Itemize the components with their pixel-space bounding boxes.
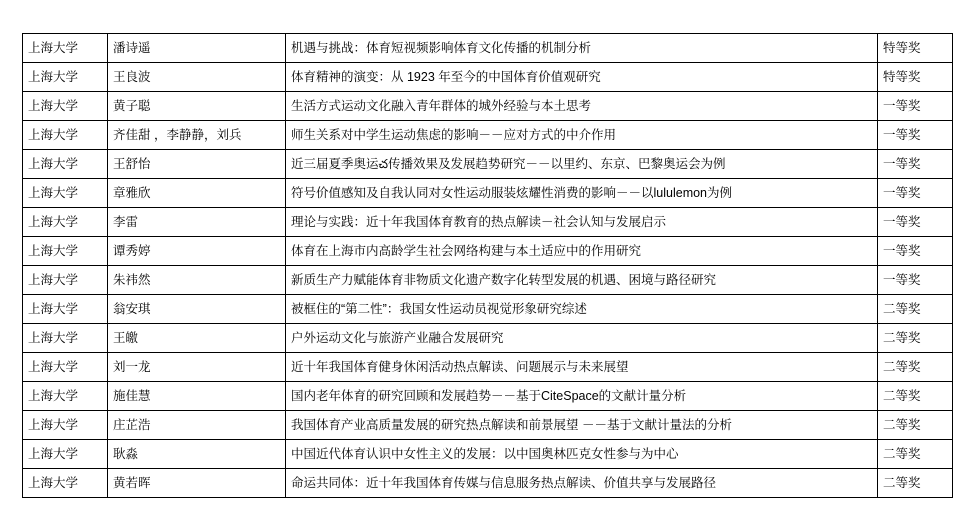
- cell-award: 二等奖: [878, 382, 953, 411]
- cell-award: 一等奖: [878, 121, 953, 150]
- cell-award: 一等奖: [878, 266, 953, 295]
- cell-award: 二等奖: [878, 411, 953, 440]
- cell-author: 潘诗遥: [108, 34, 286, 63]
- cell-author: 谭秀婷: [108, 237, 286, 266]
- cell-author: 王皦: [108, 324, 286, 353]
- cell-author: 王舒怡: [108, 150, 286, 179]
- table-row: [23, 411, 953, 440]
- cell-author: 施佳慧: [108, 382, 286, 411]
- cell-award: 二等奖: [878, 440, 953, 469]
- table-row: [23, 382, 953, 411]
- award-table-body: [23, 34, 953, 498]
- cell-title: 我国体育产业高质量发展的研究热点解读和前景展望 －－基于文献计量法的分析: [286, 411, 878, 440]
- cell-award: 特等奖: [878, 34, 953, 63]
- cell-award: 二等奖: [878, 353, 953, 382]
- cell-title: 理论与实践：近十年我国体育教育的热点解读－社会认知与发展启示: [286, 208, 878, 237]
- cell-award: 一等奖: [878, 208, 953, 237]
- cell-school: 上海大学: [23, 92, 108, 121]
- cell-author: 刘一龙: [108, 353, 286, 382]
- cell-title: 近三届夏季奥运చ传播效果及发展趋势研究－－以里约、东京、巴黎奥运会为例: [286, 150, 878, 179]
- table-row: [23, 92, 953, 121]
- cell-school: 上海大学: [23, 63, 108, 92]
- cell-award: 一等奖: [878, 237, 953, 266]
- cell-title: 户外运动文化与旅游产业融合发展研究: [286, 324, 878, 353]
- cell-title: 中国近代体育认识中女性主义的发展：以中国奥林匹克女性参与为中心: [286, 440, 878, 469]
- cell-award: 一等奖: [878, 150, 953, 179]
- cell-author: 翁安琪: [108, 295, 286, 324]
- cell-school: 上海大学: [23, 266, 108, 295]
- cell-author: 王良波: [108, 63, 286, 92]
- cell-author: 朱祎然: [108, 266, 286, 295]
- cell-title: 国内老年体育的研究回顾和发展趋势－－基于CiteSpace的文献计量分析: [286, 382, 878, 411]
- cell-title: 被框住的“第二性”：我国女性运动员视觉形象研究综述: [286, 295, 878, 324]
- cell-author: 耿淼: [108, 440, 286, 469]
- table-row: [23, 208, 953, 237]
- table-row: [23, 353, 953, 382]
- cell-title: 命运共同体：近十年我国体育传媒与信息服务热点解读、价值共享与发展路径: [286, 469, 878, 498]
- cell-school: 上海大学: [23, 179, 108, 208]
- cell-school: 上海大学: [23, 324, 108, 353]
- cell-author: 黄子聪: [108, 92, 286, 121]
- cell-school: 上海大学: [23, 353, 108, 382]
- cell-title: 近十年我国体育健身休闲活动热点解读、问题展示与未来展望: [286, 353, 878, 382]
- award-table-container: [22, 33, 952, 498]
- table-row: [23, 63, 953, 92]
- table-row: [23, 34, 953, 63]
- cell-school: 上海大学: [23, 440, 108, 469]
- cell-title: 体育在上海市内高龄学生社会网络构建与本土适应中的作用研究: [286, 237, 878, 266]
- cell-school: 上海大学: [23, 469, 108, 498]
- cell-school: 上海大学: [23, 382, 108, 411]
- table-row: [23, 324, 953, 353]
- table-row: [23, 237, 953, 266]
- cell-award: 一等奖: [878, 179, 953, 208]
- table-row: [23, 150, 953, 179]
- cell-author: 黄若晖: [108, 469, 286, 498]
- cell-title: 体育精神的演变：从 1923 年至今的中国体育价值观研究: [286, 63, 878, 92]
- cell-school: 上海大学: [23, 121, 108, 150]
- cell-award: 特等奖: [878, 63, 953, 92]
- cell-school: 上海大学: [23, 34, 108, 63]
- cell-school: 上海大学: [23, 411, 108, 440]
- cell-school: 上海大学: [23, 295, 108, 324]
- table-row: [23, 179, 953, 208]
- table-row: [23, 121, 953, 150]
- table-row: [23, 266, 953, 295]
- award-table: [22, 33, 953, 498]
- cell-title: 师生关系对中学生运动焦虑的影响－－应对方式的中介作用: [286, 121, 878, 150]
- cell-title: 生活方式运动文化融入青年群体的城外经验与本土思考: [286, 92, 878, 121]
- table-row: [23, 440, 953, 469]
- cell-award: 二等奖: [878, 469, 953, 498]
- cell-school: 上海大学: [23, 208, 108, 237]
- cell-author: 章雅欣: [108, 179, 286, 208]
- cell-school: 上海大学: [23, 150, 108, 179]
- cell-school: 上海大学: [23, 237, 108, 266]
- cell-award: 二等奖: [878, 295, 953, 324]
- cell-author: 齐佳甜 ，李静静，刘兵: [108, 121, 286, 150]
- cell-author: 庄芷浩: [108, 411, 286, 440]
- table-row: [23, 469, 953, 498]
- cell-title: 新质生产力赋能体育非物质文化遗产数字化转型发展的机遇、困境与路径研究: [286, 266, 878, 295]
- table-row: [23, 295, 953, 324]
- cell-title: 机遇与挑战：体育短视频影响体育文化传播的机制分析: [286, 34, 878, 63]
- cell-author: 李雷: [108, 208, 286, 237]
- cell-title: 符号价值感知及自我认同对女性运动服装炫耀性消费的影响－－以lululemon为例: [286, 179, 878, 208]
- cell-award: 二等奖: [878, 324, 953, 353]
- cell-award: 一等奖: [878, 92, 953, 121]
